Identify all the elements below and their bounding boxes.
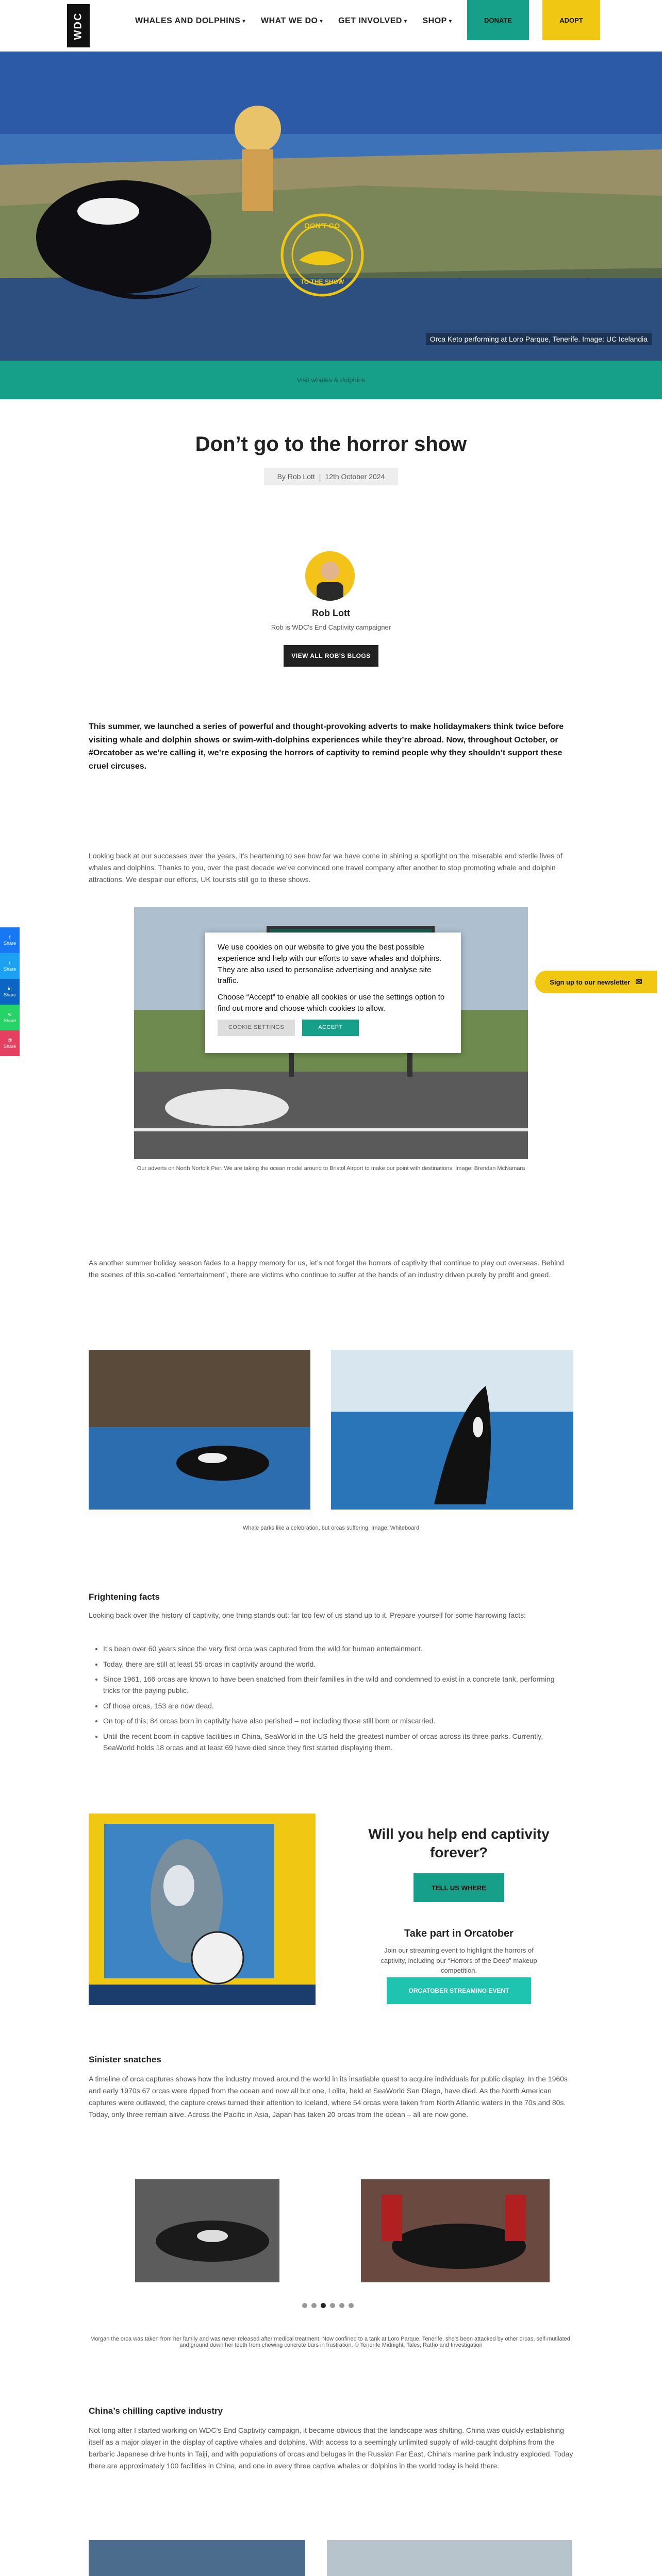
whatsapp-icon: w [8, 1012, 12, 1017]
nav-whales-and-dolphins[interactable]: WHALES AND DOLPHINS ▾ [135, 16, 245, 25]
cta-image [89, 1814, 316, 2005]
publish-date: 12th October 2024 [325, 472, 385, 481]
image-caption: Our adverts on North Norfolk Pier. We are taking the ocean model around to Bristol Airport to make our point with destinations. Image: Brendan McNamara [137, 1165, 525, 1172]
author-role: Rob is WDC's End Captivity campaigner [271, 623, 391, 631]
email-share-button[interactable]: @ Share [0, 1030, 20, 1056]
linkedin-icon: in [8, 986, 12, 991]
article-paragraph: Looking back at our successes over the years, it’s heartening to see how far we have come in shining a spotlight on the miserable and sterile lives of whales and dolphins. Thanks to you, over the past decade we’ve convinced one travel company after another to stop promoting whale and dolphin attractions. We despair our efforts, UK tourists still go to these shows. [89, 852, 562, 884]
whatsapp-share-button[interactable]: w Share [0, 1005, 20, 1030]
list-item: • Until the recent boom in captive facilities in China, SeaWorld in the US held the greatest number of orcas across its three parks. Currently, SeaWorld holds 18 orcas and at least 69 have died since they first started displaying them. [103, 1731, 573, 1753]
view-all-blogs-button[interactable]: VIEW ALL ROB'S BLOGS [284, 645, 378, 667]
cookie-text: We use cookies on our website to give you the best possible experience and help with our efforts to save whales and dolphins. They are also used to personalise advertising and analyse site traffic. [218, 943, 442, 986]
nav-what-we-do[interactable]: WHAT WE DO ▾ [261, 16, 323, 25]
chevron-down-icon: ▾ [404, 18, 407, 24]
article-paragraph: Looking back over the history of captivity, one thing stands out: far too few of us stand up to it. Prepare yourself for some harrowing facts: [89, 1611, 526, 1619]
china-illustration-right [327, 2540, 572, 2576]
wdc-logo[interactable]: WDC [67, 4, 90, 47]
hero-illustration [0, 52, 662, 361]
carousel-dot[interactable] [349, 2303, 354, 2308]
image-caption: Morgan the orca was taken from her family and was never released after medical treatment. Now confined to a tank at Loro Parque, Tenerife, she’s been attacked by other orcas, self-mutilated, and ground down her teeth from chewing concrete bars in frustration. © Tenerife Midnight, Tales, Ratho and Investigation [90, 2336, 572, 2348]
facebook-icon: f [9, 935, 11, 940]
image-caption: Whale parks like a celebration, but orcas suffering. Image: Whiteboard [242, 1525, 420, 1531]
tell-us-where-button[interactable]: TELL US WHERE [413, 1873, 504, 1902]
author-name: Rob Lott [312, 608, 350, 618]
cookie-text-choose: Choose “Accept” to enable all cookies or use the settings option to find out more and choose which cookies to allow. [218, 993, 445, 1013]
hero-caption: Orca Keto performing at Loro Parque, Tenerife. Image: UC Icelandia [426, 333, 652, 345]
list-item: • Since 1961, 166 orcas are known to have been snatched from their families in the wild and condemned to exist in a concrete tank, performing tricks for the paying public. [103, 1674, 573, 1696]
cookie-settings-button[interactable]: COOKIE SETTINGS [218, 1020, 295, 1036]
section-heading: Sinister snatches [89, 2055, 161, 2064]
carousel-dot-active[interactable] [321, 2303, 326, 2308]
twitter-icon: t [9, 960, 11, 965]
cta-illustration [89, 1814, 316, 2005]
cta-subheading: Take part in Orcatober [404, 1928, 514, 1939]
donate-button[interactable]: DONATE [467, 0, 529, 40]
site-header [0, 0, 662, 52]
cookie-accept-button[interactable]: ACCEPT [302, 1020, 359, 1036]
carousel-dot[interactable] [330, 2303, 335, 2308]
chevron-down-icon: ▾ [320, 18, 323, 24]
capture-photo-right [361, 2179, 550, 2282]
email-icon: @ [7, 1038, 12, 1043]
linkedin-share-button[interactable]: in Share [0, 979, 20, 1005]
article-paragraph: Not long after I started working on WDC’s End Captivity campaign, it became obvious that the landscape was shifting. China was quickly establishing itself as a major player in the display of captive whales and dolphins. With access to a seemingly unlimited supply of wild-caught dolphins from the barbaric Japanese drive hunts in Taiji, and with populations of orcas and belugas in the Russian Far East, China’s marine park industry exploded. Today there are approximately 100 facilities in China, and one in every three captive whales or dolphins in the world today is held there. [89, 2426, 573, 2470]
section-heading: China’s chilling captive industry [89, 2406, 223, 2416]
capture-photo-left [135, 2179, 279, 2282]
cta-text: Join our streaming event to highlight the horrors of captivity, including our “Horrors of the Deep” makeup competition. [380, 1946, 537, 1974]
list-item: • Today, there are still at least 55 orcas in captivity around the world. [103, 1659, 573, 1670]
author-byline: By Rob Lott [277, 472, 315, 481]
cta-title: Will you help end captivity forever? [368, 1826, 550, 1861]
article-paragraph: A timeline of orca captures shows how the industry moved around the world in its insatiable quest to acquire individuals for public display. In the 1960s and early 1970s 67 orcas were ripped from the ocean and now all but one, Lolita, held at SeaWorld San Diego, have died. As the North American captures were outlawed, the capture crews turned their attention to Iceland, where 54 orcas were taken from North Atlantic waters in the 70s and 80s. Today, only three remain alive. Across the Pacific in Asia, Japan has taken 20 orcas from the ocean – all are now gone. [89, 2075, 568, 2119]
streaming-event-button[interactable]: ORCATOBER STREAMING EVENT [387, 1977, 531, 2004]
carousel-dot[interactable] [302, 2303, 307, 2308]
section-heading: Frightening facts [89, 1592, 160, 1602]
main-nav [135, 16, 452, 26]
hero-image [0, 52, 662, 361]
chevron-down-icon: ▾ [449, 18, 452, 24]
teal-banner[interactable]: Visit whales & dolphins [0, 361, 662, 399]
carousel-dot[interactable] [339, 2303, 344, 2308]
capture-illustration-right [361, 2179, 550, 2282]
social-share-bar [0, 927, 20, 1056]
china-photo-left [89, 2540, 305, 2576]
list-item: • On top of this, 84 orcas born in captivity have also perished – not including those still born or miscarried. [103, 1716, 573, 1727]
twitter-share-button[interactable]: t Share [0, 953, 20, 979]
adopt-button[interactable]: ADOPT [542, 0, 600, 40]
avatar [305, 551, 355, 601]
china-photo-right [327, 2540, 572, 2576]
byline: By Rob Lott | 12th October 2024 [264, 468, 398, 485]
nav-shop[interactable]: SHOP ▾ [422, 16, 452, 25]
cookie-consent-dialog [205, 933, 461, 1053]
china-illustration-left [89, 2540, 305, 2576]
envelope-icon: ✉ [635, 978, 642, 987]
nav-get-involved[interactable]: GET INVOLVED ▾ [338, 16, 407, 25]
article-lead: This summer, we launched a series of powerful and thought-provoking adverts to make holidaymakers think twice before visiting whale and dolphin shows or swim-with-dolphins experiences while they’re abroad. Now, throughout October, or #Orcatober as we’re calling it, we’re exposing the horrors of captivity to remind people why they shouldn’t support these cruel circuses. [89, 722, 564, 771]
carousel-dot[interactable] [311, 2303, 317, 2308]
badge-top-text: DON'T GO [304, 222, 340, 230]
orca-show-illustration-right [331, 1350, 573, 1510]
article-paragraph: As another summer holiday season fades to a happy memory for us, let’s not forget the horrors of captivity that continue to play out overseas. Behind the scenes of this so-called “entertainment”, there are victims who continue to suffer at the hands of an industry driven purely by profit and greed. [89, 1259, 564, 1279]
orca-show-illustration-left [89, 1350, 310, 1510]
badge-bottom-text: TO THE SHOW [300, 278, 344, 285]
list-item: • It’s been over 60 years since the very first orca was captured from the wild for human entertainment. [103, 1643, 573, 1655]
facebook-share-button[interactable]: f Share [0, 927, 20, 953]
orca-show-photo-right [331, 1350, 573, 1510]
chevron-down-icon: ▾ [242, 18, 245, 24]
newsletter-signup-tab[interactable]: Sign up to our newsletter ✉ [535, 971, 657, 993]
author-portrait [305, 551, 355, 601]
capture-illustration-left [135, 2179, 279, 2282]
list-item: • Of those orcas, 153 are now dead. [103, 1701, 573, 1712]
facts-list [103, 1643, 573, 1758]
orca-show-photo-left [89, 1350, 310, 1510]
article-title: Don’t go to the horror show [195, 433, 467, 455]
carousel-dots [302, 2303, 354, 2308]
